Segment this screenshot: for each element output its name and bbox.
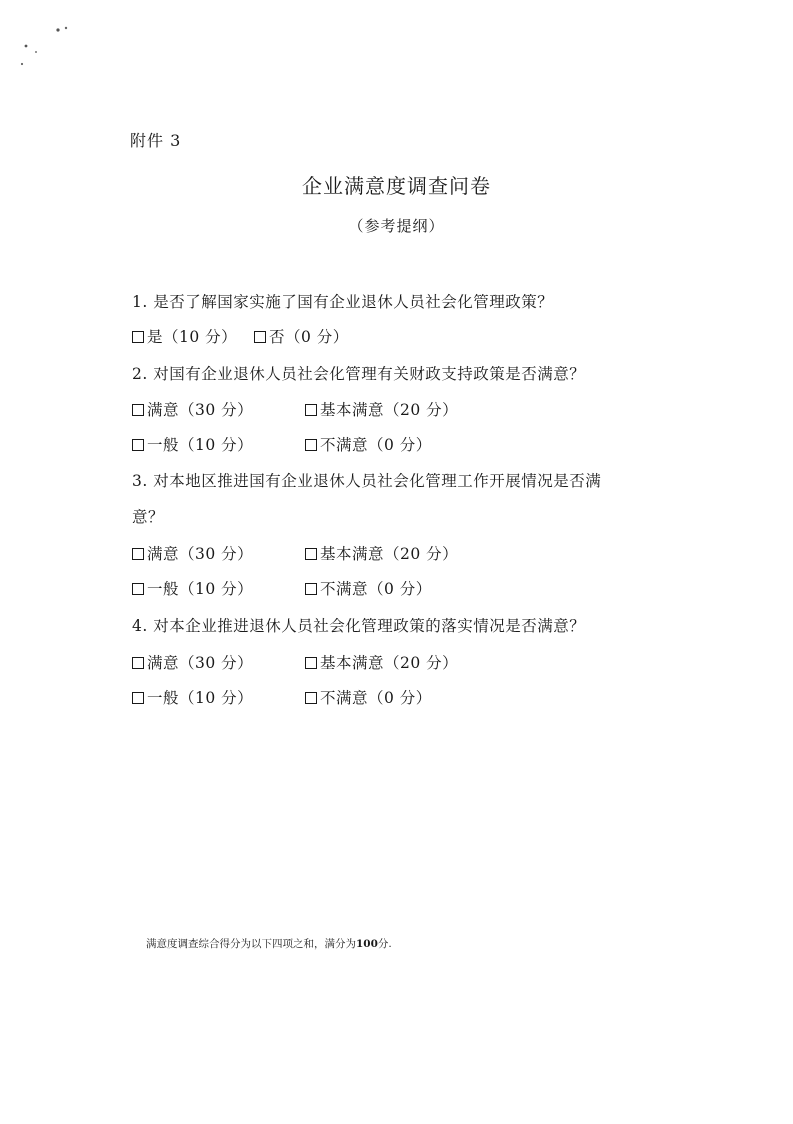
- question-1-option-no[interactable]: 否（0 分）: [254, 325, 349, 347]
- question-3-text-line-2: 意？: [132, 508, 165, 526]
- checkbox-icon[interactable]: [305, 583, 317, 595]
- question-2-option-satisfied[interactable]: 满意（30 分）: [132, 398, 253, 420]
- question-4-option-average[interactable]: 一般（10 分）: [132, 686, 253, 708]
- question-3-option-average[interactable]: 一般（10 分）: [132, 577, 253, 599]
- question-3-text-line-1: 3. 对本地区推进国有企业退休人员社会化管理工作开展情况是否满: [132, 472, 602, 490]
- checkbox-icon[interactable]: [132, 439, 144, 451]
- question-2-option-basically-satisfied[interactable]: 基本满意（20 分）: [305, 398, 458, 420]
- question-4-text: 4. 对本企业推进退休人员社会化管理政策的落实情况是否满意？: [132, 617, 586, 635]
- checkbox-icon[interactable]: [305, 439, 317, 451]
- checkbox-icon[interactable]: [305, 404, 317, 416]
- checkbox-icon[interactable]: [305, 548, 317, 560]
- annex-label: 附件 3: [130, 131, 182, 150]
- question-3-option-satisfied[interactable]: 满意（30 分）: [132, 542, 253, 564]
- question-2-option-average[interactable]: 一般（10 分）: [132, 433, 253, 455]
- checkbox-icon[interactable]: [254, 331, 266, 343]
- page-subtitle: （参考提纲）: [348, 217, 445, 235]
- question-1-option-yes[interactable]: 是（10 分）: [132, 325, 237, 347]
- checkbox-icon[interactable]: [132, 583, 144, 595]
- checkbox-icon[interactable]: [132, 404, 144, 416]
- scoring-footnote: 满意度调查综合得分为以下四项之和，满分为100分.: [146, 938, 392, 950]
- checkbox-icon[interactable]: [305, 692, 317, 704]
- checkbox-icon[interactable]: [132, 692, 144, 704]
- checkbox-icon[interactable]: [132, 331, 144, 343]
- question-2-option-unsatisfied[interactable]: 不满意（0 分）: [305, 433, 432, 455]
- page-title: 企业满意度调查问卷: [302, 174, 491, 198]
- question-3-option-unsatisfied[interactable]: 不满意（0 分）: [305, 577, 432, 599]
- question-2-text: 2. 对国有企业退休人员社会化管理有关财政支持政策是否满意？: [132, 365, 586, 383]
- checkbox-icon[interactable]: [305, 657, 317, 669]
- question-1-text: 1. 是否了解国家实施了国有企业退休人员社会化管理政策？: [132, 293, 554, 311]
- question-4-option-basically-satisfied[interactable]: 基本满意（20 分）: [305, 651, 458, 673]
- question-3-option-basically-satisfied[interactable]: 基本满意（20 分）: [305, 542, 458, 564]
- question-4-option-unsatisfied[interactable]: 不满意（0 分）: [305, 686, 432, 708]
- checkbox-icon[interactable]: [132, 657, 144, 669]
- question-4-option-satisfied[interactable]: 满意（30 分）: [132, 651, 253, 673]
- checkbox-icon[interactable]: [132, 548, 144, 560]
- scan-specks: [14, 22, 84, 82]
- max-score: 100: [356, 938, 378, 950]
